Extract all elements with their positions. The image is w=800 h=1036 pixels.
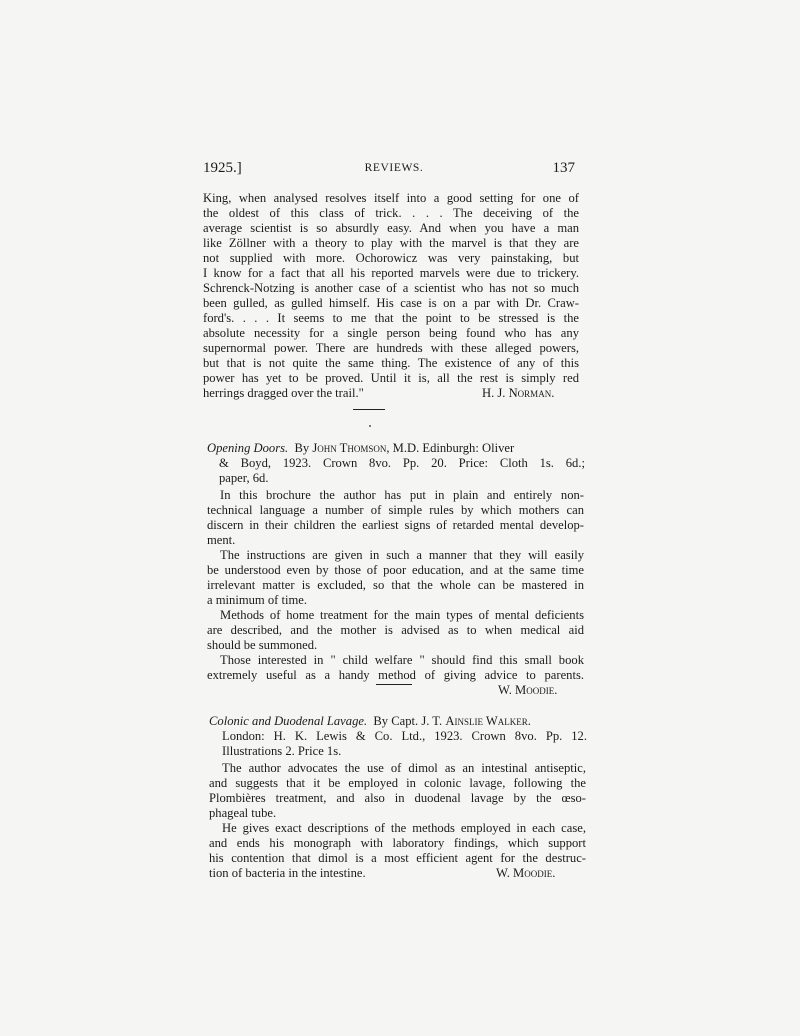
quote-line: absolute necessity for a single person being found who has any: [203, 326, 579, 340]
review-body-line: Methods of home treatment for the main types of mental deficients: [220, 608, 584, 622]
quote-signature: H. J. Norman.: [482, 386, 555, 400]
review-citation-line: [209, 714, 589, 729]
review-body-line: Plombières treatment, and also in duodenal lavage by the œso-: [209, 791, 586, 805]
quote-line: the oldest of this class of trick. . . . The deceiving of the: [203, 206, 579, 220]
review-body-line: The author advocates the use of dimol as an intestinal antiseptic,: [222, 761, 586, 775]
quote-line: Schrenck-Notzing is another case of a scientist who has not so much: [203, 281, 579, 295]
review-body-line: should be summoned.: [207, 638, 318, 652]
quote-line: I know for a fact that all his reported marvels were due to trickery.: [203, 266, 579, 280]
review-publisher: M.D. Edinburgh: Oliver: [392, 441, 515, 455]
review-by: By Capt. J. T.: [373, 714, 443, 728]
review-by: By: [294, 441, 310, 455]
review-citation-line: Illustrations 2. Price 1s.: [222, 744, 342, 758]
review-body-line: The instructions are given in such a manner that they will easily: [220, 548, 584, 562]
review-body-line: tion of bacteria in the intestine.: [209, 866, 366, 880]
review-signature: W. Moodie.: [498, 683, 558, 697]
review-body-line: In this brochure the author has put in plain and entirely non-: [220, 488, 584, 502]
quote-line: like Zöllner with a theory to play with the marvel is that they are: [203, 236, 579, 250]
quote-line: power has yet to be proved. Until it is, all the rest is simply red: [203, 371, 579, 385]
page-number: 137: [552, 160, 575, 176]
review-body-line: discern in their children the earliest signs of retarded mental develop-: [207, 518, 584, 532]
review-title: Opening Doors.: [207, 441, 289, 455]
review-body-line: and ends his monograph with laboratory findings, which support: [209, 836, 586, 850]
review-body-line: his contention that dimol is a most efficient agent for the destruc-: [209, 851, 586, 865]
section-divider: [376, 684, 412, 685]
quote-line: been gulled, as gulled himself. His case is on a par with Dr. Craw-: [203, 296, 579, 310]
quote-line: not supplied with more. Ochorowicz was very painstaking, but: [203, 251, 579, 265]
review-citation-line: London: H. K. Lewis & Co. Ltd., 1923. Crown 8vo. Pp. 12.: [222, 729, 587, 743]
header-title: REVIEWS.: [364, 162, 424, 174]
quote-line: but that is not quite the same thing. The existence of any of this: [203, 356, 579, 370]
review-body-line: be understood even by those of poor education, and at the same time: [207, 563, 584, 577]
review-citation-line: & Boyd, 1923. Crown 8vo. Pp. 20. Price: Cloth 1s. 6d.;: [219, 456, 585, 470]
review-body-line: a minimum of time.: [207, 593, 308, 607]
print-speck: [369, 425, 371, 427]
review-author: John Thomson,: [312, 441, 390, 455]
review-body-line: irrelevant matter is excluded, so that the whole can be mastered in: [207, 578, 584, 592]
page-header: [203, 160, 585, 180]
review-body-line: are described, and the mother is advised as to when medical aid: [207, 623, 584, 637]
quote-line: herrings dragged over the trail.": [203, 386, 364, 400]
review-citation-line: [207, 441, 587, 456]
section-divider: [353, 409, 385, 410]
review-signature: W. Moodie.: [496, 866, 556, 880]
review-body-line: technical language a number of simple rules by which mothers can: [207, 503, 584, 517]
quote-line: King, when analysed resolves itself into a good setting for one of: [203, 191, 579, 205]
review-author: Ainslie Walker.: [445, 714, 531, 728]
quote-line: average scientist is so absurdly easy. And when you have a man: [203, 221, 579, 235]
quote-line: ford's. . . . It seems to me that the point to be stressed is the: [203, 311, 579, 325]
header-year: 1925.]: [203, 160, 242, 176]
quote-line: supernormal power. There are hundreds with these alleged powers,: [203, 341, 579, 355]
review-body-line: ment.: [207, 533, 236, 547]
review-citation-line: paper, 6d.: [219, 471, 269, 485]
review-body-line: Those interested in " child welfare " should find this small book: [220, 653, 584, 667]
review-title: Colonic and Duodenal Lavage.: [209, 714, 368, 728]
review-body-line: phageal tube.: [209, 806, 277, 820]
review-body-line: and suggests that it be employed in colonic lavage, following the: [209, 776, 586, 790]
review-body-line: extremely useful as a handy method of giving advice to parents.: [207, 668, 584, 682]
review-body-line: He gives exact descriptions of the methods employed in each case,: [222, 821, 586, 835]
